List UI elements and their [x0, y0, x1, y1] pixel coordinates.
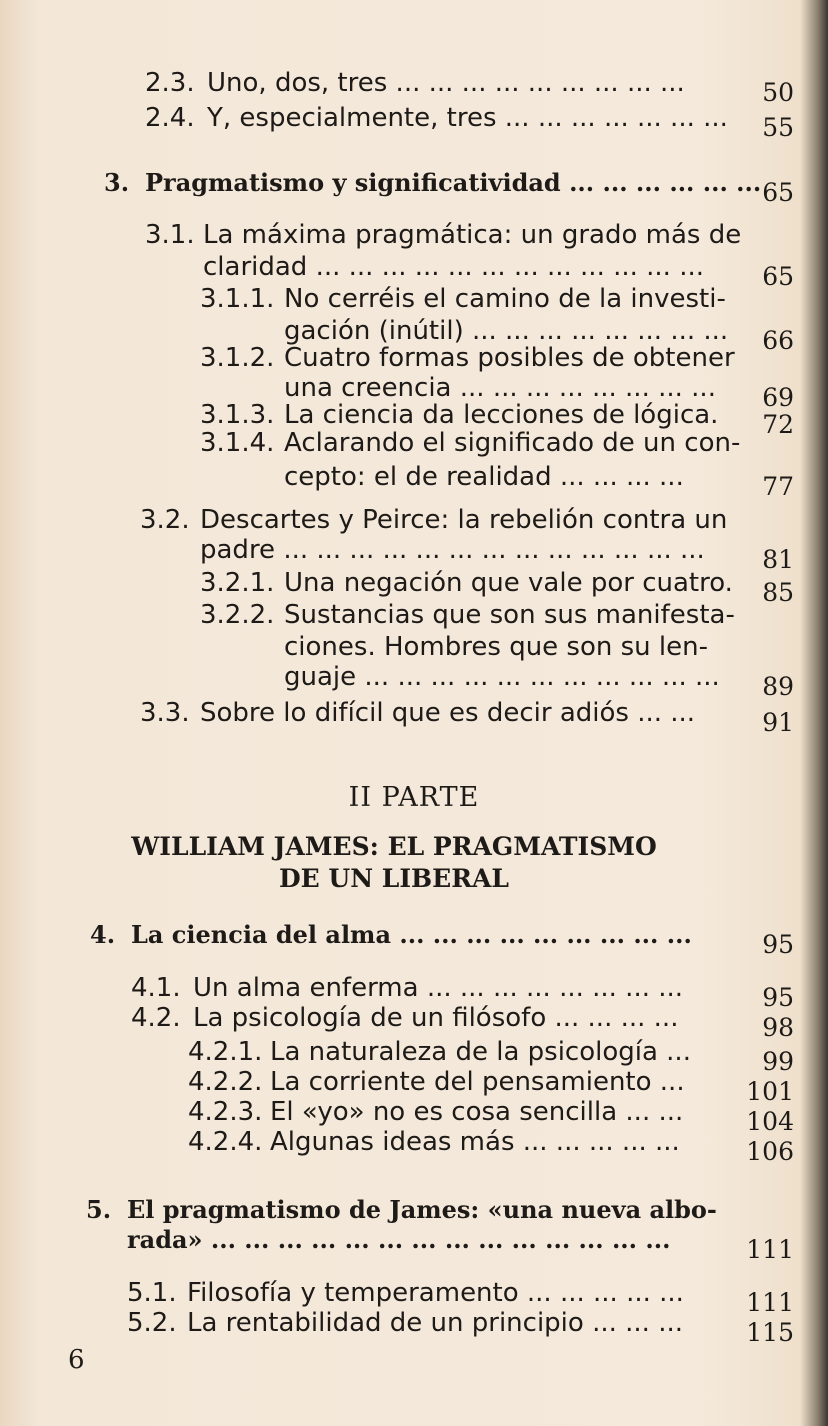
toc-entry-number: 4.2.2. — [188, 1067, 263, 1097]
toc-entry-title: una creencia ... ... ... ... ... ... ... ... — [284, 373, 716, 403]
toc-entry-title: padre ... ... ... ... ... ... ... ... ... ... ... ... ... — [200, 535, 705, 565]
toc-entry-number: 3.1.4. — [200, 428, 275, 458]
toc-entry-title: Filosofía y temperamento ... ... ... ... ... — [187, 1278, 684, 1308]
toc-entry-page: 101 — [746, 1077, 794, 1106]
toc-entry-page: 111 — [746, 1235, 794, 1264]
toc-entry-title: La rentabilidad de un principio ... ... ... — [187, 1308, 683, 1338]
toc-entry-title: El «yo» no es cosa sencilla ... ... — [270, 1097, 684, 1127]
toc-entry-page: 99 — [762, 1047, 794, 1076]
toc-entry-page: 81 — [762, 545, 794, 574]
toc-entry-title: gación (inútil) ... ... ... ... ... ... ... ... — [284, 316, 729, 346]
toc-entry-title: Una negación que vale por cuatro. — [284, 568, 733, 598]
toc-entry-number: 5. — [86, 1195, 112, 1224]
toc-entry-page: 55 — [762, 113, 794, 142]
toc-entry-title: La máxima pragmática: un grado más de — [203, 220, 742, 250]
toc-entry-title: cepto: el de realidad ... ... ... ... — [284, 462, 684, 492]
toc-entry-page: 50 — [762, 78, 794, 107]
toc-entry-title: Aclarando el significado de un con- — [284, 428, 741, 458]
toc-entry-page: 65 — [762, 262, 794, 291]
toc-entry-title: La naturaleza de la psicología ... — [270, 1037, 691, 1067]
toc-entry-title: El pragmatismo de James: «una nueva albo- — [127, 1195, 717, 1224]
toc-entry-number: 3.1.2. — [200, 343, 275, 373]
toc-entry-page: 98 — [762, 1013, 794, 1042]
toc-entry-number: 3.1. — [145, 220, 195, 250]
toc-entry-number: 5.1. — [127, 1278, 177, 1308]
toc-entry-title: Algunas ideas más ... ... ... ... ... — [270, 1127, 680, 1157]
toc-entry-title: claridad ... ... ... ... ... ... ... ... ... ... ... ... — [203, 252, 705, 282]
toc-entry-page: 95 — [762, 930, 794, 959]
toc-entry-number: 4.2.4. — [188, 1127, 263, 1157]
toc-entry-number: 3.2. — [140, 505, 190, 535]
toc-entry-title: rada» ... ... ... ... ... ... ... ... ... ... ... ... ... ... — [127, 1225, 671, 1254]
toc-entry-page: 77 — [762, 472, 794, 501]
toc-entry-page: 104 — [746, 1107, 794, 1136]
toc-entry-page: 115 — [746, 1318, 794, 1347]
toc-entry-page: 72 — [762, 410, 794, 439]
toc-entry-title: Sustancias que son sus manifesta- — [284, 600, 735, 630]
toc-entry-number: 4.1. — [131, 973, 181, 1003]
toc-entry-page: 66 — [762, 326, 794, 355]
toc-entry-page: 85 — [762, 578, 794, 607]
toc-entry-title: La psicología de un filósofo ... ... ... ... — [193, 1003, 679, 1033]
toc-entry-title: Un alma enferma ... ... ... ... ... ... ... ... — [193, 973, 684, 1003]
toc-entry-number: 2.3. — [145, 68, 195, 98]
toc-entry-number: 3.3. — [140, 698, 190, 728]
toc-entry-number: 3.1.3. — [200, 400, 275, 430]
toc-entry-number: 4.2.3. — [188, 1097, 263, 1127]
toc-entry-page: 89 — [762, 672, 794, 701]
part-title-line-2: DE UN LIBERAL — [278, 864, 509, 893]
toc-entry-title: Cuatro formas posibles de obtener — [284, 343, 735, 373]
toc-entry-page: 111 — [746, 1288, 794, 1317]
toc-entry-number: 4. — [90, 920, 116, 949]
toc-entry-title: Y, especialmente, tres ... ... ... ... ... ... ... — [207, 103, 728, 133]
toc-entry-title: Pragmatismo y significatividad ... ... ... ... ... ... — [145, 168, 762, 197]
toc-entry-title: Sobre lo difícil que es decir adiós ... ... — [200, 698, 696, 728]
toc-entry-title: guaje ... ... ... ... ... ... ... ... ... ... ... — [284, 662, 720, 692]
toc-entry-title: La ciencia da lecciones de lógica. — [284, 400, 719, 430]
part-title-line-1: WILLIAM JAMES: EL PRAGMATISMO — [131, 832, 657, 861]
toc-entry-title: Uno, dos, tres ... ... ... ... ... ... ... ... ... — [207, 68, 685, 98]
toc-entry-page: 91 — [762, 708, 794, 737]
toc-entry-number: 3. — [104, 168, 130, 197]
toc-entry-number: 3.2.2. — [200, 600, 275, 630]
toc-entry-title: ciones. Hombres que son su len- — [284, 632, 708, 662]
page-number: 6 — [68, 1345, 85, 1375]
toc-entry-page: 65 — [762, 178, 794, 207]
toc-entry-number: 3.2.1. — [200, 568, 275, 598]
toc-entry-number: 4.2.1. — [188, 1037, 263, 1067]
toc-entry-page: 95 — [762, 983, 794, 1012]
toc-entry-title: Descartes y Peirce: la rebelión contra un — [200, 505, 728, 535]
part-label: II PARTE — [348, 782, 480, 813]
toc-entry-title: La corriente del pensamiento ... — [270, 1067, 685, 1097]
toc-entry-title: La ciencia del alma ... ... ... ... ... ... ... ... ... — [131, 920, 692, 949]
toc-entry-number: 4.2. — [131, 1003, 181, 1033]
toc-entry-number: 5.2. — [127, 1308, 177, 1338]
toc-entry-number: 2.4. — [145, 103, 195, 133]
toc-entry-page: 69 — [762, 383, 794, 412]
toc-entry-number: 3.1.1. — [200, 284, 275, 314]
toc-entry-title: No cerréis el camino de la investi- — [284, 284, 726, 314]
toc-entry-page: 106 — [746, 1137, 794, 1166]
